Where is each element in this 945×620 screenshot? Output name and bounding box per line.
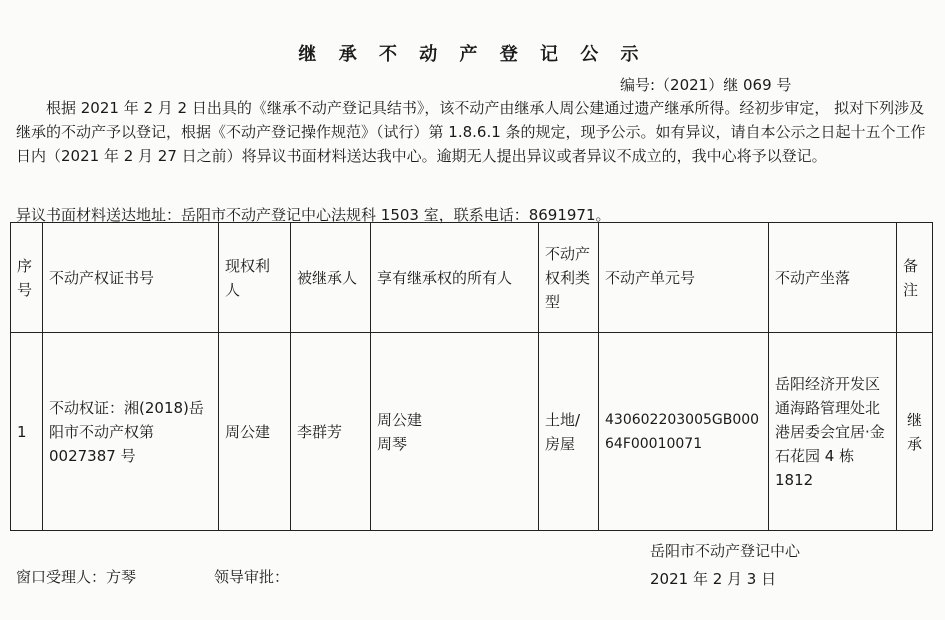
cell-remark: 继承 xyxy=(897,333,933,531)
registration-table xyxy=(10,222,933,531)
cell-decedent: 李群芳 xyxy=(291,333,371,531)
cell-right-type: 土地/房屋 xyxy=(539,333,599,531)
objection-address: 异议书面材料送达地址：岳阳市不动产登记中心法规科 1503 室，联系电话：8691971。 xyxy=(16,206,611,224)
notice-title: 继 承 不 动 产 登 记 公 示 xyxy=(298,44,647,65)
window-receiver: 窗口受理人：方琴 xyxy=(16,568,137,586)
cell-current-owner: 周公建 xyxy=(219,333,291,531)
cell-heirs: 周公建 周琴 xyxy=(371,333,539,531)
header-remark: 备注 xyxy=(897,223,933,333)
header-current-owner: 现权利人 xyxy=(219,223,291,333)
header-cert-no: 不动产权证书号 xyxy=(43,223,219,333)
header-location: 不动产坐落 xyxy=(769,223,897,333)
header-right-type: 不动产权利类型 xyxy=(539,223,599,333)
header-decedent: 被继承人 xyxy=(291,223,371,333)
notice-body: 根据 2021 年 2 月 2 日出具的《继承不动产登记具结书》，该不动产由继承人周公建通过遗产继承所得。经初步审定， 拟对下列涉及继承的不动产予以登记，根据《不动产登记操作规范》（试行）第 1.8.6.1 条的规定，现予公示。如有异议，请自本公示之日起十五个工作日内（2021 年 2 月 27 日之前）将异议书面材料送达我中心。逾期无人提出异议或者异议不成立的，我中心将予以登记。 xyxy=(16,99,926,165)
document-number: 编号:（2021）继 069 号 xyxy=(620,76,792,94)
leader-approval: 领导审批： xyxy=(214,568,290,586)
issuing-organization: 岳阳市不动产登记中心 xyxy=(650,542,801,560)
table-header-row xyxy=(11,223,933,333)
header-unit-no: 不动产单元号 xyxy=(599,223,769,333)
issue-date: 2021 年 2 月 3 日 xyxy=(650,570,777,588)
table-row xyxy=(11,333,933,531)
cell-unit-no: 430602203005GB00064F00010071 xyxy=(599,333,769,531)
cell-index: 1 xyxy=(11,333,43,531)
header-heirs: 享有继承权的所有人 xyxy=(371,223,539,333)
cell-location: 岳阳经济开发区通海路管理处北港居委会宜居·金石花园 4 栋 1812 xyxy=(769,333,897,531)
header-index: 序号 xyxy=(11,223,43,333)
cell-cert-no: 不动权证：湘(2018)岳阳市不动产权第 0027387 号 xyxy=(43,333,219,531)
